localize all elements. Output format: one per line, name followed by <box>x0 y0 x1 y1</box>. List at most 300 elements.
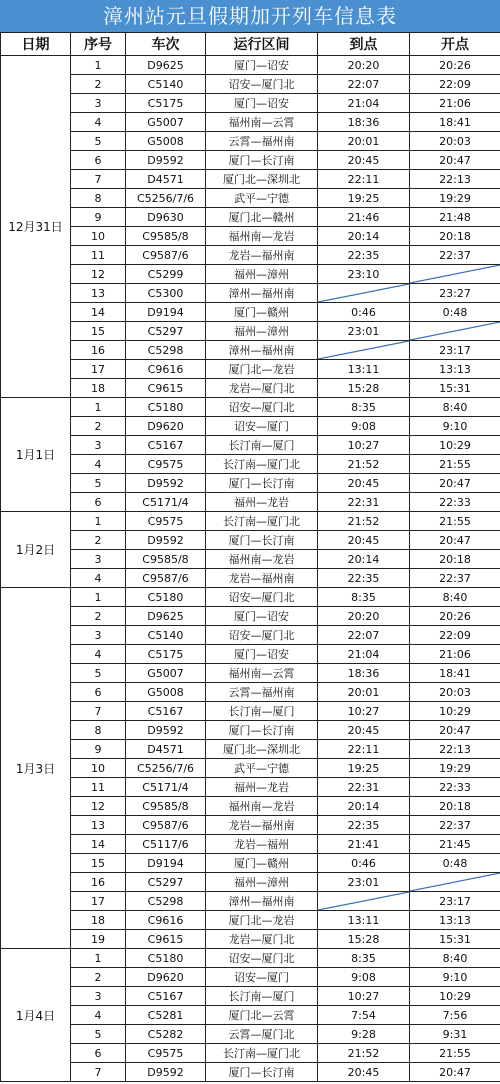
route: 武平—宁德 <box>206 189 318 208</box>
departure-time: 7:56 <box>410 1006 500 1025</box>
row-index: 5 <box>71 474 126 493</box>
train-number: C9585/8 <box>126 797 206 816</box>
table-row <box>1 284 500 303</box>
train-number: C5297 <box>126 873 206 892</box>
departure-time: 8:40 <box>410 949 500 968</box>
route: 长汀南—厦门 <box>206 987 318 1006</box>
diagonal-slash-icon <box>410 322 500 340</box>
arrival-time: 22:11 <box>318 740 410 759</box>
table-row <box>1 1044 500 1063</box>
date-cell: 12月31日 <box>1 56 71 398</box>
header-arrival: 到点 <box>318 33 410 56</box>
row-index: 2 <box>71 607 126 626</box>
row-index: 14 <box>71 835 126 854</box>
train-number: D9592 <box>126 721 206 740</box>
table-row <box>1 132 500 151</box>
departure-time: 20:18 <box>410 550 500 569</box>
arrival-time: 23:01 <box>318 873 410 892</box>
train-number: C9615 <box>126 379 206 398</box>
route: 厦门北—深圳北 <box>206 740 318 759</box>
table-row <box>1 835 500 854</box>
train-number: G5007 <box>126 113 206 132</box>
train-number: C5140 <box>126 75 206 94</box>
route: 长汀南—厦门北 <box>206 1044 318 1063</box>
table-row <box>1 645 500 664</box>
route: 长汀南—厦门北 <box>206 512 318 531</box>
diagonal-slash-icon <box>318 341 409 359</box>
diagonal-slash-icon <box>318 284 409 302</box>
arrival-time: 20:01 <box>318 683 410 702</box>
arrival-time: 21:52 <box>318 512 410 531</box>
departure-time: 21:55 <box>410 1044 500 1063</box>
row-index: 4 <box>71 113 126 132</box>
route: 福州南—云霄 <box>206 664 318 683</box>
arrival-time: 9:08 <box>318 417 410 436</box>
row-index: 13 <box>71 816 126 835</box>
arrival-time: 21:04 <box>318 94 410 113</box>
departure-time: 13:13 <box>410 911 500 930</box>
row-index: 12 <box>71 265 126 284</box>
header-route: 运行区间 <box>206 33 318 56</box>
arrival-time: 8:35 <box>318 949 410 968</box>
table-row <box>1 151 500 170</box>
date-cell: 1月2日 <box>1 512 71 588</box>
row-index: 1 <box>71 398 126 417</box>
arrival-time: 13:11 <box>318 911 410 930</box>
route: 厦门—诏安 <box>206 56 318 75</box>
arrival-time: 20:45 <box>318 531 410 550</box>
departure-time: 22:09 <box>410 75 500 94</box>
arrival-time: 20:14 <box>318 797 410 816</box>
departure-time: 13:13 <box>410 360 500 379</box>
departure-time: 19:29 <box>410 189 500 208</box>
route: 漳州—福州南 <box>206 284 318 303</box>
departure-time: 10:29 <box>410 702 500 721</box>
arrival-time: 20:45 <box>318 721 410 740</box>
table-row <box>1 588 500 607</box>
train-number: G5008 <box>126 132 206 151</box>
departure-time: 19:29 <box>410 759 500 778</box>
train-number: C5175 <box>126 94 206 113</box>
header-train: 车次 <box>126 33 206 56</box>
row-index: 4 <box>71 569 126 588</box>
table-row <box>1 892 500 911</box>
departure-time: 20:18 <box>410 797 500 816</box>
table-row <box>1 1025 500 1044</box>
row-index: 4 <box>71 645 126 664</box>
table-row <box>1 626 500 645</box>
arrival-time: 13:11 <box>318 360 410 379</box>
arrival-time: 23:01 <box>318 322 410 341</box>
route: 诏安—厦门北 <box>206 588 318 607</box>
table-row <box>1 949 500 968</box>
departure-time: 21:55 <box>410 512 500 531</box>
train-number: C5171/4 <box>126 493 206 512</box>
arrival-time: 21:04 <box>318 645 410 664</box>
arrival-time: 20:45 <box>318 474 410 493</box>
route: 厦门北—龙岩 <box>206 911 318 930</box>
row-index: 8 <box>71 189 126 208</box>
departure-time: 20:47 <box>410 474 500 493</box>
row-index: 9 <box>71 740 126 759</box>
row-index: 2 <box>71 417 126 436</box>
route: 武平—宁德 <box>206 759 318 778</box>
row-index: 3 <box>71 436 126 455</box>
table-row <box>1 341 500 360</box>
train-number: C5281 <box>126 1006 206 1025</box>
route: 诏安—厦门北 <box>206 626 318 645</box>
route: 诏安—厦门 <box>206 968 318 987</box>
row-index: 2 <box>71 968 126 987</box>
row-index: 5 <box>71 132 126 151</box>
train-schedule-table <box>0 32 500 1082</box>
arrival-time: 18:36 <box>318 113 410 132</box>
departure-time: 10:29 <box>410 987 500 1006</box>
train-number: D9620 <box>126 968 206 987</box>
departure-time: 22:33 <box>410 778 500 797</box>
row-index: 18 <box>71 379 126 398</box>
arrival-time: 15:28 <box>318 930 410 949</box>
train-number: C9575 <box>126 1044 206 1063</box>
arrival-time: 22:35 <box>318 246 410 265</box>
departure-time: 21:06 <box>410 94 500 113</box>
departure-time: 20:47 <box>410 1063 500 1082</box>
departure-time: 22:37 <box>410 569 500 588</box>
train-number: G5008 <box>126 683 206 702</box>
table-row <box>1 683 500 702</box>
departure-time: 20:47 <box>410 531 500 550</box>
route: 长汀南—厦门 <box>206 702 318 721</box>
route: 诏安—厦门北 <box>206 949 318 968</box>
table-row <box>1 797 500 816</box>
route: 漳州—福州南 <box>206 892 318 911</box>
row-index: 6 <box>71 683 126 702</box>
table-row <box>1 417 500 436</box>
table-row <box>1 227 500 246</box>
route: 福州—龙岩 <box>206 778 318 797</box>
train-number: C9587/6 <box>126 246 206 265</box>
departure-time: 22:37 <box>410 246 500 265</box>
table-row <box>1 531 500 550</box>
train-number: D9620 <box>126 417 206 436</box>
row-index: 18 <box>71 911 126 930</box>
train-number: D9592 <box>126 1063 206 1082</box>
header-row <box>1 33 500 56</box>
row-index: 16 <box>71 341 126 360</box>
route: 长汀南—厦门北 <box>206 455 318 474</box>
arrival-time: 22:35 <box>318 569 410 588</box>
row-index: 1 <box>71 56 126 75</box>
table-row <box>1 607 500 626</box>
train-number: D9194 <box>126 854 206 873</box>
departure-time: 22:33 <box>410 493 500 512</box>
arrival-time: 0:46 <box>318 854 410 873</box>
train-number: C5167 <box>126 987 206 1006</box>
departure-time: 21:06 <box>410 645 500 664</box>
departure-time: 22:13 <box>410 170 500 189</box>
row-index: 1 <box>71 512 126 531</box>
row-index: 1 <box>71 588 126 607</box>
arrival-time <box>318 892 410 911</box>
arrival-time: 8:35 <box>318 398 410 417</box>
departure-time: 23:17 <box>410 341 500 360</box>
route: 福州南—龙岩 <box>206 227 318 246</box>
train-number: C5140 <box>126 626 206 645</box>
route: 厦门—诏安 <box>206 645 318 664</box>
arrival-time: 22:11 <box>318 170 410 189</box>
route: 龙岩—厦门北 <box>206 930 318 949</box>
route: 厦门—赣州 <box>206 303 318 322</box>
route: 厦门—长汀南 <box>206 531 318 550</box>
table-row <box>1 246 500 265</box>
table-row <box>1 170 500 189</box>
departure-time: 20:47 <box>410 721 500 740</box>
table-row <box>1 303 500 322</box>
table-row <box>1 436 500 455</box>
train-number: C5282 <box>126 1025 206 1044</box>
table-row <box>1 379 500 398</box>
table-row <box>1 550 500 569</box>
train-number: C5299 <box>126 265 206 284</box>
table-row <box>1 930 500 949</box>
table-row <box>1 322 500 341</box>
departure-time: 20:26 <box>410 607 500 626</box>
row-index: 17 <box>71 892 126 911</box>
train-number: G5007 <box>126 664 206 683</box>
table-row <box>1 569 500 588</box>
arrival-time: 18:36 <box>318 664 410 683</box>
row-index: 4 <box>71 455 126 474</box>
route: 龙岩—福州 <box>206 835 318 854</box>
route: 福州—漳州 <box>206 873 318 892</box>
route: 厦门—诏安 <box>206 607 318 626</box>
row-index: 5 <box>71 664 126 683</box>
departure-time: 22:37 <box>410 816 500 835</box>
departure-time: 21:45 <box>410 835 500 854</box>
diagonal-slash-icon <box>410 265 500 283</box>
departure-time: 21:55 <box>410 455 500 474</box>
departure-time <box>410 265 500 284</box>
row-index: 7 <box>71 702 126 721</box>
train-number: D9592 <box>126 474 206 493</box>
train-number: C5167 <box>126 436 206 455</box>
train-number: C5117/6 <box>126 835 206 854</box>
arrival-time: 20:45 <box>318 1063 410 1082</box>
arrival-time: 10:27 <box>318 702 410 721</box>
arrival-time: 19:25 <box>318 189 410 208</box>
arrival-time: 10:27 <box>318 436 410 455</box>
row-index: 3 <box>71 94 126 113</box>
row-index: 7 <box>71 1063 126 1082</box>
departure-time: 23:27 <box>410 284 500 303</box>
row-index: 7 <box>71 170 126 189</box>
table-row <box>1 189 500 208</box>
train-number: C5256/7/6 <box>126 189 206 208</box>
header-departure: 开点 <box>410 33 500 56</box>
row-index: 14 <box>71 303 126 322</box>
route: 福州南—龙岩 <box>206 550 318 569</box>
arrival-time: 20:20 <box>318 56 410 75</box>
departure-time: 0:48 <box>410 854 500 873</box>
departure-time: 8:40 <box>410 398 500 417</box>
train-number: C5297 <box>126 322 206 341</box>
table-row <box>1 512 500 531</box>
row-index: 8 <box>71 721 126 740</box>
table-row <box>1 816 500 835</box>
table-row <box>1 721 500 740</box>
arrival-time: 22:31 <box>318 493 410 512</box>
row-index: 15 <box>71 854 126 873</box>
table-body <box>1 56 500 1082</box>
table-row <box>1 740 500 759</box>
header-date: 日期 <box>1 33 71 56</box>
table-row <box>1 493 500 512</box>
route: 厦门—长汀南 <box>206 151 318 170</box>
train-number: C9585/8 <box>126 550 206 569</box>
table-row <box>1 911 500 930</box>
arrival-time: 20:45 <box>318 151 410 170</box>
departure-time: 20:47 <box>410 151 500 170</box>
row-index: 15 <box>71 322 126 341</box>
route: 长汀南—厦门 <box>206 436 318 455</box>
route: 龙岩—厦门北 <box>206 379 318 398</box>
table-row <box>1 265 500 284</box>
departure-time: 10:29 <box>410 436 500 455</box>
table-row <box>1 113 500 132</box>
route: 福州—漳州 <box>206 322 318 341</box>
route: 厦门—长汀南 <box>206 1063 318 1082</box>
arrival-time: 10:27 <box>318 987 410 1006</box>
table-row <box>1 759 500 778</box>
arrival-time: 20:01 <box>318 132 410 151</box>
arrival-time: 22:07 <box>318 626 410 645</box>
route: 福州—龙岩 <box>206 493 318 512</box>
route: 云霄—福州南 <box>206 683 318 702</box>
arrival-time: 22:07 <box>318 75 410 94</box>
table-row <box>1 987 500 1006</box>
route: 龙岩—福州南 <box>206 246 318 265</box>
row-index: 12 <box>71 797 126 816</box>
departure-time: 18:41 <box>410 664 500 683</box>
route: 云霄—福州南 <box>206 132 318 151</box>
route: 厦门北—深圳北 <box>206 170 318 189</box>
arrival-time: 20:14 <box>318 550 410 569</box>
route: 诏安—厦门 <box>206 417 318 436</box>
departure-time: 9:10 <box>410 968 500 987</box>
arrival-time: 23:10 <box>318 265 410 284</box>
train-number: D9630 <box>126 208 206 227</box>
departure-time: 18:41 <box>410 113 500 132</box>
route: 福州南—龙岩 <box>206 797 318 816</box>
row-index: 16 <box>71 873 126 892</box>
departure-time: 20:03 <box>410 683 500 702</box>
train-number: C5298 <box>126 892 206 911</box>
train-number: D9592 <box>126 531 206 550</box>
train-number: C5298 <box>126 341 206 360</box>
arrival-time <box>318 341 410 360</box>
departure-time: 15:31 <box>410 930 500 949</box>
departure-time: 0:48 <box>410 303 500 322</box>
route: 漳州—福州南 <box>206 341 318 360</box>
row-index: 3 <box>71 550 126 569</box>
route: 福州南—云霄 <box>206 113 318 132</box>
train-number: C5256/7/6 <box>126 759 206 778</box>
arrival-time: 9:28 <box>318 1025 410 1044</box>
arrival-time: 21:46 <box>318 208 410 227</box>
train-number: C9615 <box>126 930 206 949</box>
table-row <box>1 75 500 94</box>
arrival-time: 22:35 <box>318 816 410 835</box>
table-row <box>1 455 500 474</box>
train-number: C9587/6 <box>126 816 206 835</box>
train-number: D9194 <box>126 303 206 322</box>
row-index: 2 <box>71 531 126 550</box>
route: 龙岩—福州南 <box>206 816 318 835</box>
row-index: 9 <box>71 208 126 227</box>
arrival-time: 0:46 <box>318 303 410 322</box>
train-number: C9616 <box>126 360 206 379</box>
table-row <box>1 702 500 721</box>
row-index: 6 <box>71 151 126 170</box>
arrival-time: 19:25 <box>318 759 410 778</box>
table-row <box>1 360 500 379</box>
table-row <box>1 854 500 873</box>
row-index: 11 <box>71 778 126 797</box>
date-cell: 1月3日 <box>1 588 71 949</box>
departure-time <box>410 873 500 892</box>
arrival-time: 8:35 <box>318 588 410 607</box>
departure-time: 20:26 <box>410 56 500 75</box>
route: 厦门北—赣州 <box>206 208 318 227</box>
row-index: 13 <box>71 284 126 303</box>
train-number: C5180 <box>126 398 206 417</box>
departure-time: 15:31 <box>410 379 500 398</box>
table-title: 漳州站元旦假期加开列车信息表 <box>0 0 500 32</box>
row-index: 6 <box>71 493 126 512</box>
date-cell: 1月1日 <box>1 398 71 512</box>
row-index: 3 <box>71 987 126 1006</box>
route: 厦门北—龙岩 <box>206 360 318 379</box>
row-index: 10 <box>71 759 126 778</box>
row-index: 6 <box>71 1044 126 1063</box>
arrival-time: 7:54 <box>318 1006 410 1025</box>
train-number: D9592 <box>126 151 206 170</box>
arrival-time: 21:52 <box>318 1044 410 1063</box>
table-row <box>1 873 500 892</box>
table-row <box>1 968 500 987</box>
row-index: 10 <box>71 227 126 246</box>
table-row <box>1 1006 500 1025</box>
train-number: C9575 <box>126 455 206 474</box>
train-number: C5167 <box>126 702 206 721</box>
train-number: C9575 <box>126 512 206 531</box>
train-number: D4571 <box>126 740 206 759</box>
departure-time: 22:13 <box>410 740 500 759</box>
train-number: C5180 <box>126 588 206 607</box>
departure-time: 9:10 <box>410 417 500 436</box>
departure-time: 8:40 <box>410 588 500 607</box>
arrival-time: 15:28 <box>318 379 410 398</box>
departure-time: 23:17 <box>410 892 500 911</box>
row-index: 4 <box>71 1006 126 1025</box>
train-number: C5175 <box>126 645 206 664</box>
route: 厦门北—云霄 <box>206 1006 318 1025</box>
route: 福州—漳州 <box>206 265 318 284</box>
train-number: D4571 <box>126 170 206 189</box>
diagonal-slash-icon <box>410 873 500 891</box>
route: 诏安—厦门北 <box>206 398 318 417</box>
arrival-time: 20:20 <box>318 607 410 626</box>
